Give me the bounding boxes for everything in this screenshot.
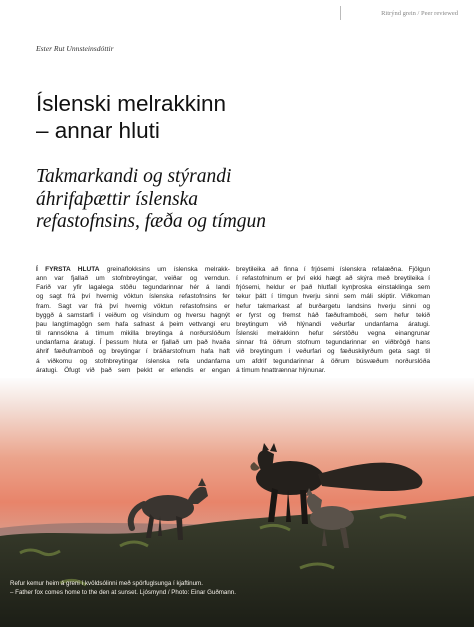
section-tag: Ritrýnd grein / Peer reviewed xyxy=(381,10,458,17)
body-line: frjósemi, heldur er það hlutfall kynþroska einstaklinga sem xyxy=(236,284,430,292)
article-subtitle xyxy=(36,166,366,234)
body-line: breytingum við hlýnandi veðurfar undanfarna áratugi. xyxy=(236,320,430,328)
body-text: greinaflokksins um íslenska melrakk- xyxy=(99,266,230,273)
body-line: hefur takmarkast af burðargetu landsins hverju sinni og xyxy=(236,302,430,310)
title-line: – annar hluti xyxy=(36,118,160,143)
body-line: undanfarna áratugi. Í þessum hluta er fjallað um það hvaða xyxy=(36,339,230,347)
body-line: sinnar frá öðrum stofnum tegundarinnar en viðbrögð hans xyxy=(236,339,430,347)
subtitle-line: áhrifaþættir íslenska xyxy=(36,188,198,210)
author-name: Ester Rut Unnsteinsdóttir xyxy=(36,44,114,53)
body-line: tekur þátt í tímgun hverju sinni sem máli skiptir. Viðkoman xyxy=(236,293,430,301)
body-line: við breytingum í veðurfari og fæðuskilyrðum geta sagt til xyxy=(236,348,430,356)
body-line: breytileika að finna í frjósemi íslenskra refalæðna. Fjölgun xyxy=(236,266,430,273)
subtitle-line: Takmarkandi og stýrandi xyxy=(36,166,232,187)
title-line: Íslenski melrakkinn xyxy=(36,91,227,116)
body-line: fram. Sagt var frá því hvernig vöktun refastofnsins er xyxy=(36,302,230,310)
body-line: til rannsókna á tímum mikilla breytinga á norðurslóðum xyxy=(36,330,230,338)
body-line: áratugi. Öfugt við það sem þekkt er erlendis er engan xyxy=(36,366,230,374)
body-line: Farið var yfir lagalega stöðu tegundarinnar hér á landi xyxy=(36,284,230,292)
body-line: þau langtímagögn sem hafa safnast á þeim vettvangi eru xyxy=(36,320,230,328)
body-line: á viðkomu og stofnbreytingar íslenska refa undanfarna xyxy=(36,357,230,365)
header-divider xyxy=(340,6,341,20)
lead-in: Í FYRSTA HLUTA xyxy=(36,266,100,273)
body-line xyxy=(36,265,230,274)
body-line: byggð á samstarfi í veiðum og vísindum og hversu hagnýt xyxy=(36,311,230,319)
body-column-left xyxy=(36,265,230,375)
body-line: um afdrif tegundarinnar á öðrum búsvæðum norðurslóða xyxy=(236,357,430,365)
body-line: áhrif fæðuframboð og breytingar í bráðarstofnum hafa haft xyxy=(36,348,230,356)
body-line: Íslenski melrakkinn hefur sérstöðu vegna einangrunar xyxy=(236,330,430,338)
body-line: og sagt frá því hvernig vöktun íslenska refastofnsins fer xyxy=(36,293,230,301)
article-title xyxy=(36,90,336,144)
photo-caption xyxy=(10,580,330,597)
caption-line: Refur kemur heim á greni í kvöldsólinni með spörfuglsunga í kjaftinum. xyxy=(10,580,203,587)
subtitle-line: refastofnsins, fæða og tímgun xyxy=(36,211,267,232)
body-line: í refastofninum er því ekki hægt að skýra með breytileika í xyxy=(236,275,430,283)
body-column-right xyxy=(236,265,430,375)
body-line: á tímum hnattrænnar hlýnunar. xyxy=(236,366,326,374)
caption-line: – Father fox comes home to the den at sunset. Ljósmynd / Photo: Einar Guðmann. xyxy=(10,588,236,596)
body-line: er fyrst og fremst háð fæðuframboði, sem hefur tekið xyxy=(236,311,430,319)
body-line: ann var fjallað um stofnbreytingar, veiðar og verndun. xyxy=(36,275,230,283)
